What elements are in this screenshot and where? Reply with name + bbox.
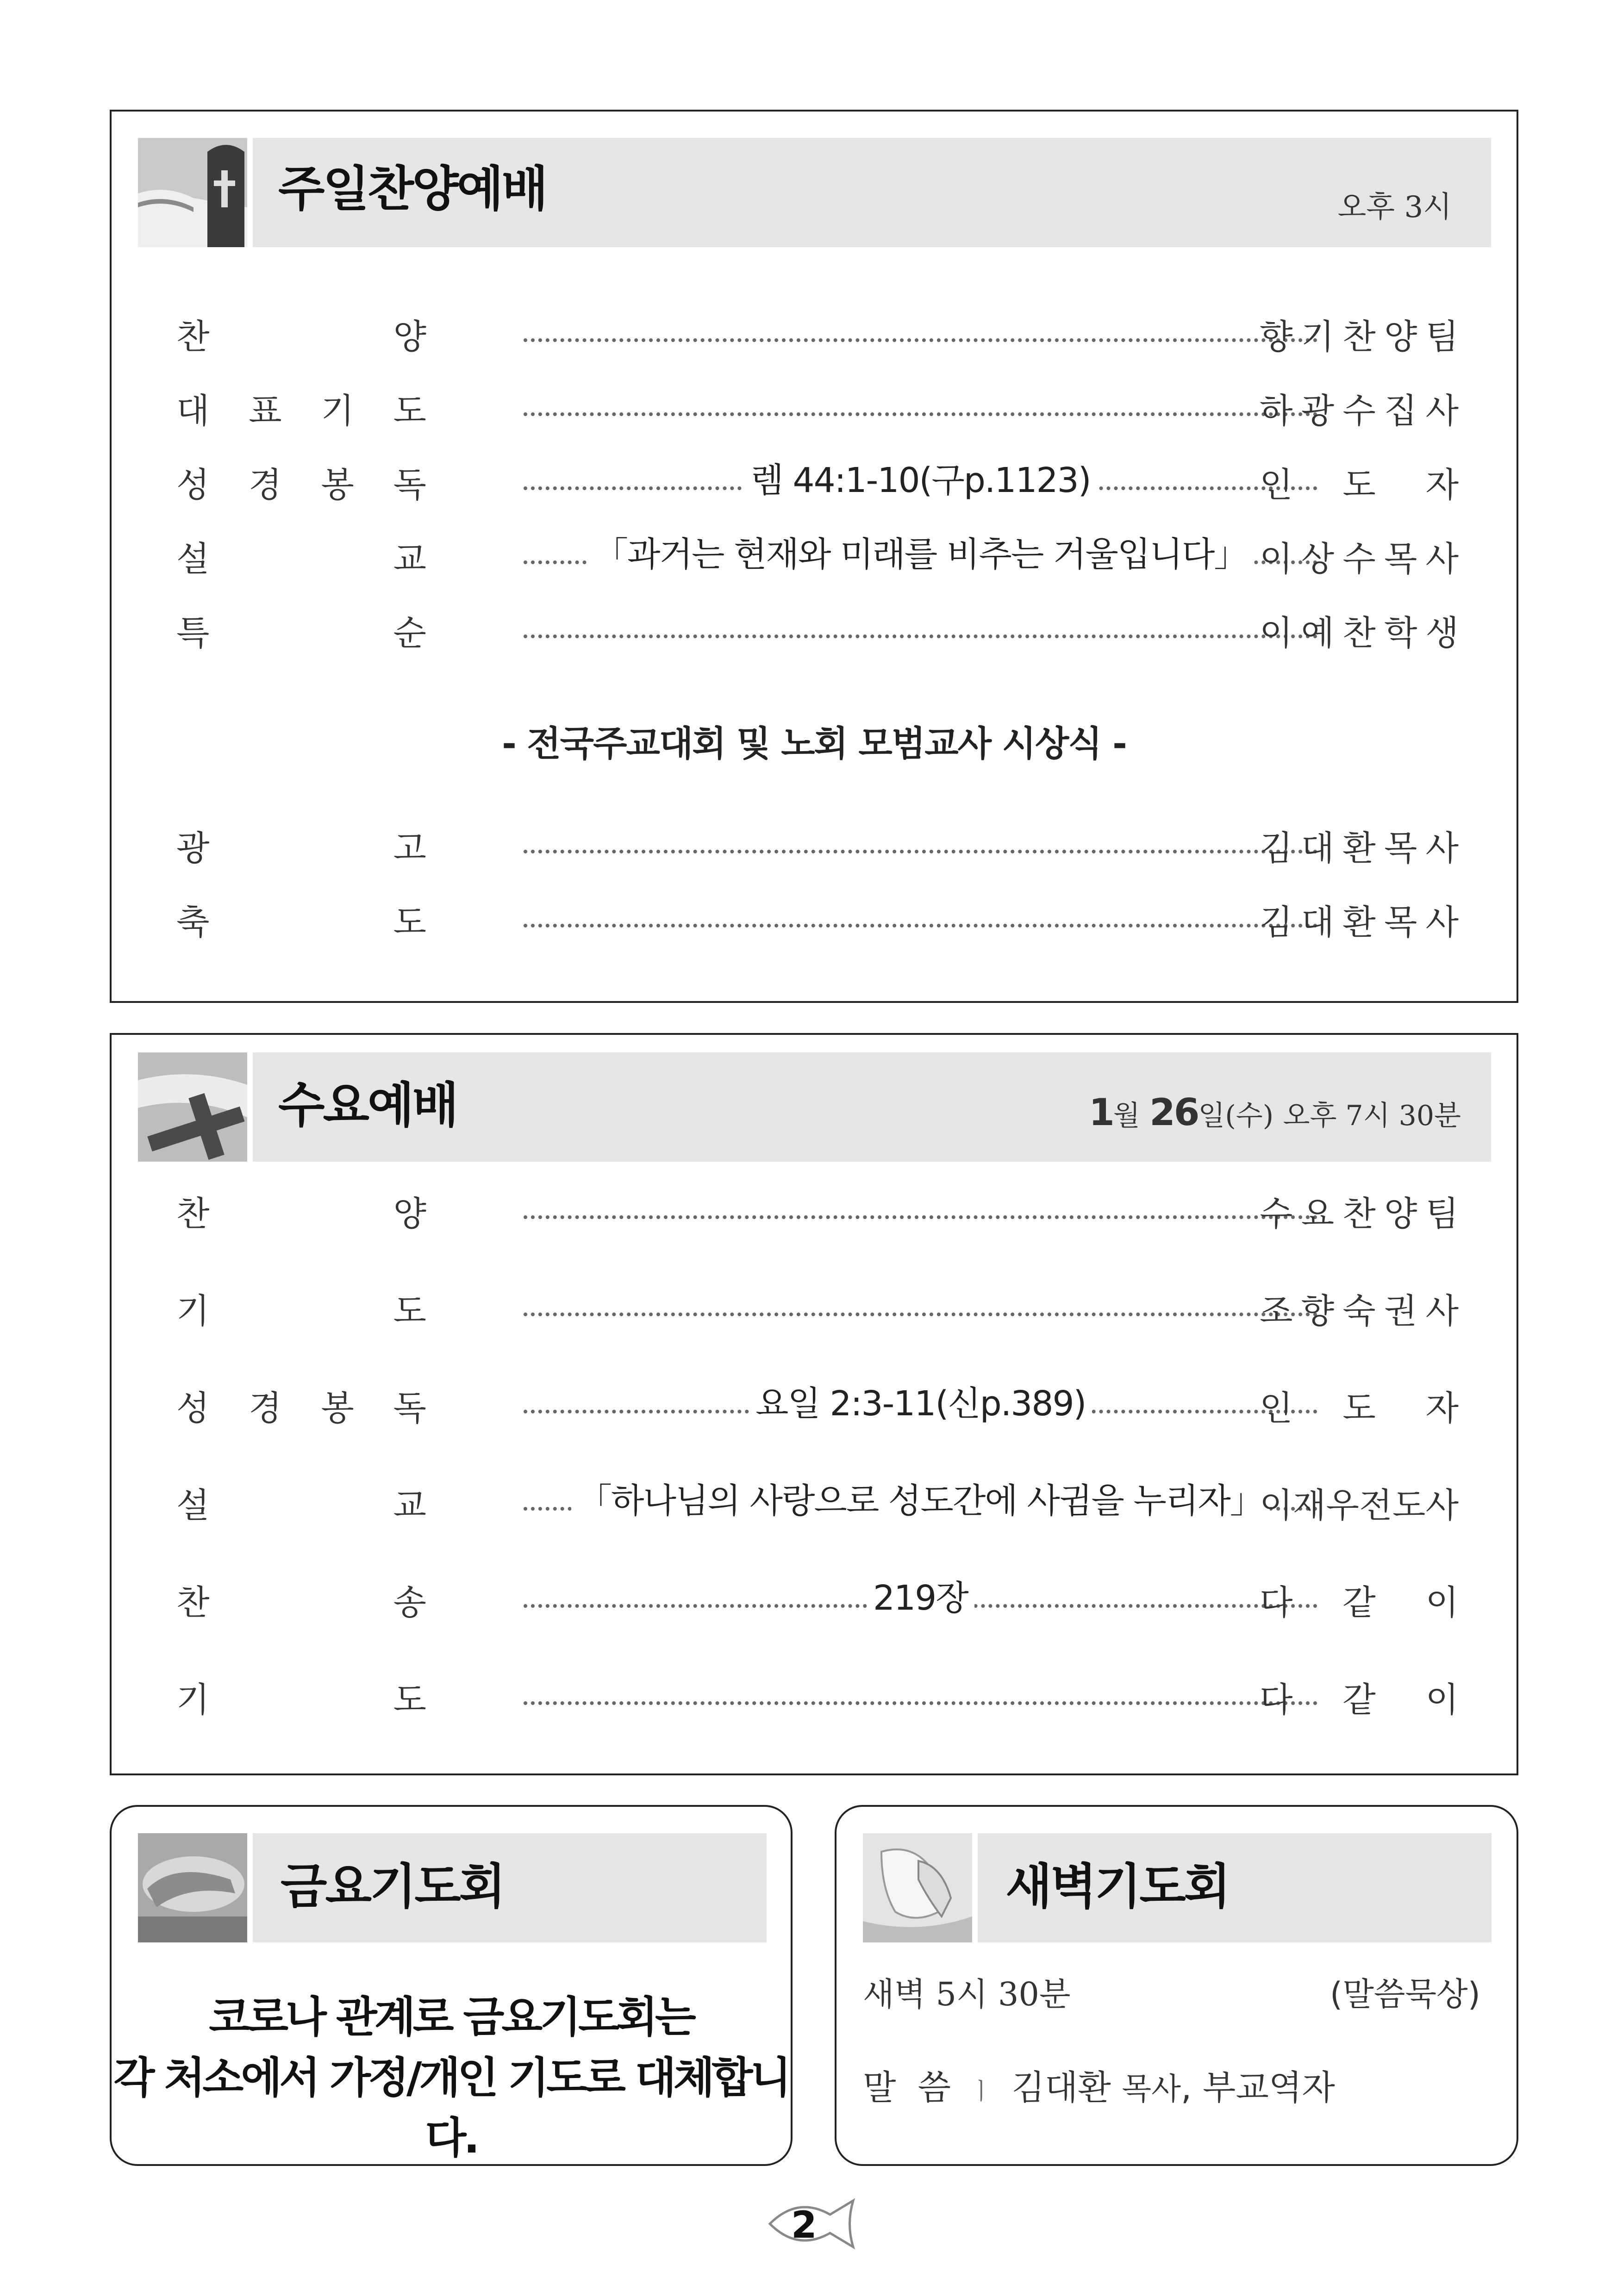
person-char: 전 — [1359, 1486, 1392, 1525]
wednesday-service-section — [110, 1033, 1518, 1775]
person-char: 이 — [1260, 613, 1293, 653]
person-char: 학 — [1384, 613, 1417, 653]
program-item-label — [176, 828, 426, 868]
leader-dots — [524, 1701, 1317, 1705]
label-char: 표 — [249, 391, 282, 431]
person-char: 찬 — [1342, 1194, 1376, 1234]
program-item-label — [176, 1291, 426, 1331]
wednesday-month-unit: 월 — [1113, 1100, 1140, 1132]
page-number-badge — [765, 2196, 858, 2252]
program-item-person — [1260, 1388, 1459, 1428]
program-item-person — [1260, 1291, 1459, 1331]
label-char: 봉 — [321, 1388, 354, 1428]
program-row — [112, 827, 1517, 873]
program-row — [112, 611, 1517, 658]
person-char: 팀 — [1425, 317, 1459, 357]
program-item-person — [1260, 539, 1459, 579]
label-char: 대 — [176, 391, 210, 431]
label-char: 경 — [249, 1388, 282, 1428]
label-char: 설 — [176, 1486, 210, 1525]
person-char: 기 — [1301, 317, 1335, 357]
program-item-label — [176, 317, 426, 357]
person-char: 환 — [1342, 902, 1376, 942]
program-item-person — [1260, 1680, 1459, 1720]
person-char: 이 — [1425, 1680, 1459, 1720]
person-char: 도 — [1342, 465, 1376, 505]
person-char: 목 — [1384, 902, 1417, 942]
person-char: 요 — [1301, 1194, 1335, 1234]
person-char: 하 — [1260, 391, 1293, 431]
person-char: 향 — [1260, 317, 1293, 357]
person-char: 광 — [1301, 391, 1335, 431]
person-char: 양 — [1384, 317, 1417, 357]
label-char: 도 — [393, 1291, 426, 1331]
wednesday-day-unit: 일(수) — [1198, 1100, 1274, 1132]
program-item-person — [1260, 317, 1459, 357]
person-char: 사 — [1425, 1291, 1459, 1331]
label-char: 도 — [393, 391, 426, 431]
leader-dots — [524, 924, 1317, 927]
dawn-word-label: 말 씀 — [863, 2068, 951, 2108]
leader-dots — [524, 1313, 1317, 1316]
praying-hands-photo — [138, 1833, 247, 1942]
person-char: 재 — [1292, 1486, 1326, 1525]
person-char: 사 — [1425, 902, 1459, 942]
dawn-speaker-line — [863, 2068, 1335, 2108]
program-item-person — [1260, 1194, 1459, 1234]
person-char: 조 — [1260, 1291, 1293, 1331]
program-item-label — [176, 902, 426, 942]
label-char: 도 — [393, 1680, 426, 1720]
program-row — [112, 460, 1517, 510]
person-char: 숙 — [1342, 1291, 1376, 1331]
dawn-title: 새벽기도회 — [1005, 1858, 1229, 1915]
friday-prayer-section — [110, 1805, 793, 2166]
label-char: 양 — [393, 1194, 426, 1234]
person-char: 사 — [1425, 539, 1459, 579]
label-char: 도 — [393, 902, 426, 942]
person-char: 자 — [1425, 1388, 1459, 1428]
person-char: 인 — [1260, 1388, 1293, 1428]
label-char: 송 — [393, 1583, 426, 1623]
program-item-label — [176, 613, 426, 653]
program-row — [112, 1384, 1517, 1433]
wednesday-title: 수요예배 — [278, 1077, 457, 1133]
person-char: 수 — [1342, 539, 1376, 579]
program-item-label — [176, 465, 426, 505]
label-char: 독 — [393, 465, 426, 505]
person-char: 다 — [1260, 1680, 1293, 1720]
person-char: 찬 — [1342, 317, 1376, 357]
label-char: 순 — [393, 613, 426, 653]
page-number: 2 — [791, 2203, 817, 2246]
program-item-detail: 렘 44:1-10(구p.1123) — [744, 463, 1097, 498]
program-row — [112, 537, 1517, 584]
person-char: 도 — [1342, 1388, 1376, 1428]
person-char: 이 — [1260, 539, 1293, 579]
person-char: 김 — [1260, 902, 1293, 942]
leader-dots — [524, 338, 1317, 342]
program-item-label — [176, 539, 426, 579]
label-char: 특 — [176, 613, 210, 653]
person-char: 양 — [1384, 1194, 1417, 1234]
person-char: 사 — [1425, 828, 1459, 868]
person-char: 이 — [1425, 1583, 1459, 1623]
person-char: 이 — [1260, 1486, 1293, 1525]
dawn-prayer-section — [835, 1805, 1518, 2166]
person-char: 김 — [1260, 828, 1293, 868]
label-char: 찬 — [176, 1194, 210, 1234]
person-char: 목 — [1384, 539, 1417, 579]
praying-hands-photo — [863, 1833, 972, 1942]
person-char: 찬 — [1342, 613, 1376, 653]
program-item-label — [176, 1488, 426, 1523]
person-char: 같 — [1342, 1583, 1376, 1623]
person-char: 생 — [1425, 613, 1459, 653]
person-char: 예 — [1301, 613, 1335, 653]
program-item-person — [1260, 391, 1459, 431]
wednesday-datetime — [1089, 1091, 1461, 1134]
leader-dots — [524, 635, 1317, 638]
program-row — [112, 1289, 1517, 1336]
person-char: 집 — [1384, 391, 1417, 431]
person-char: 상 — [1301, 539, 1335, 579]
person-char: 권 — [1384, 1291, 1417, 1331]
program-item-detail: 「과거는 현재와 미래를 비추는 거울입니다」 — [587, 537, 1254, 572]
person-char: 팀 — [1425, 1194, 1459, 1234]
label-char: 기 — [176, 1291, 210, 1331]
dawn-note: (말씀묵상) — [1330, 1975, 1480, 2013]
wednesday-day: 26 — [1149, 1091, 1199, 1134]
person-char: 수 — [1260, 1194, 1293, 1234]
program-row — [112, 1678, 1517, 1724]
label-char: 독 — [393, 1388, 426, 1428]
dawn-separator: ㅣ — [970, 2078, 993, 2105]
person-char: 대 — [1301, 902, 1335, 942]
program-row — [112, 1192, 1517, 1238]
program-row — [112, 1578, 1517, 1627]
person-char: 인 — [1260, 465, 1293, 505]
program-item-person — [1260, 1583, 1459, 1623]
bible-cross-photo — [138, 1052, 247, 1162]
friday-notice — [112, 1987, 791, 2169]
label-char: 고 — [393, 828, 426, 868]
person-char: 같 — [1342, 1680, 1376, 1720]
dawn-speaker-rest: , 부교역자 — [1180, 2068, 1335, 2108]
label-char: 성 — [176, 1388, 210, 1428]
person-char: 대 — [1301, 828, 1335, 868]
program-item-person — [1260, 902, 1459, 942]
sunday-time: 오후 3시 — [1337, 190, 1452, 224]
dawn-speaker: 김대환 — [1011, 2068, 1111, 2108]
sunday-title: 주일찬양예배 — [278, 161, 546, 217]
person-char: 도 — [1392, 1486, 1426, 1525]
person-char: 목 — [1384, 828, 1417, 868]
label-char: 광 — [176, 828, 210, 868]
label-char: 경 — [249, 465, 282, 505]
person-char: 자 — [1425, 465, 1459, 505]
person-char: 향 — [1301, 1291, 1335, 1331]
leader-dots — [524, 1215, 1317, 1219]
program-item-person — [1260, 613, 1459, 653]
program-item-label — [176, 1388, 426, 1428]
dawn-time: 새벽 5시 30분 — [863, 1975, 1071, 2013]
dawn-speaker-title: 목사 — [1122, 2071, 1181, 2107]
program-item-detail: 219장 — [867, 1581, 974, 1615]
program-row — [112, 1481, 1517, 1530]
label-char: 설 — [176, 539, 210, 579]
program-item-person — [1260, 1488, 1459, 1523]
program-item-person — [1260, 828, 1459, 868]
label-char: 성 — [176, 465, 210, 505]
program-item-label — [176, 1680, 426, 1720]
label-char: 축 — [176, 902, 210, 942]
person-char: 다 — [1260, 1583, 1293, 1623]
sunday-notice: - 전국주교대회 및 노회 모범교사 시상식 - — [502, 723, 1126, 764]
program-item-detail: 요일 2:3-11(신p.389) — [749, 1387, 1092, 1421]
label-char: 기 — [176, 1680, 210, 1720]
label-char: 봉 — [321, 465, 354, 505]
program-item-person — [1260, 465, 1459, 505]
program-item-label — [176, 1194, 426, 1234]
program-item-label — [176, 391, 426, 431]
bible-cross-photo — [138, 138, 247, 247]
label-char: 찬 — [176, 317, 210, 357]
person-char: 환 — [1342, 828, 1376, 868]
person-char: 사 — [1425, 1486, 1459, 1525]
wednesday-month: 1 — [1089, 1091, 1113, 1134]
friday-notice-line1: 코로나 관계로 금요기도회는 — [209, 1992, 693, 2042]
friday-title: 금요기도회 — [281, 1858, 504, 1915]
leader-dots — [524, 850, 1317, 853]
sunday-service-section — [110, 110, 1518, 1003]
program-row — [112, 389, 1517, 436]
program-item-label — [176, 1583, 426, 1623]
label-char: 양 — [393, 317, 426, 357]
program-item-detail: 「하나님의 사랑으로 성도간에 사귐을 누리자」 — [571, 1484, 1270, 1518]
label-char: 찬 — [176, 1583, 210, 1623]
program-row — [112, 901, 1517, 947]
friday-notice-line2: 각 처소에서 가정/개인 기도로 대체합니다. — [113, 2053, 789, 2163]
person-char: 수 — [1342, 391, 1376, 431]
label-char: 기 — [321, 391, 354, 431]
label-char: 교 — [393, 539, 426, 579]
person-char: 우 — [1326, 1486, 1359, 1525]
label-char: 교 — [393, 1486, 426, 1525]
wednesday-time: 오후 7시 30분 — [1283, 1100, 1461, 1132]
leader-dots — [524, 412, 1317, 416]
person-char: 사 — [1425, 391, 1459, 431]
program-row — [112, 315, 1517, 361]
